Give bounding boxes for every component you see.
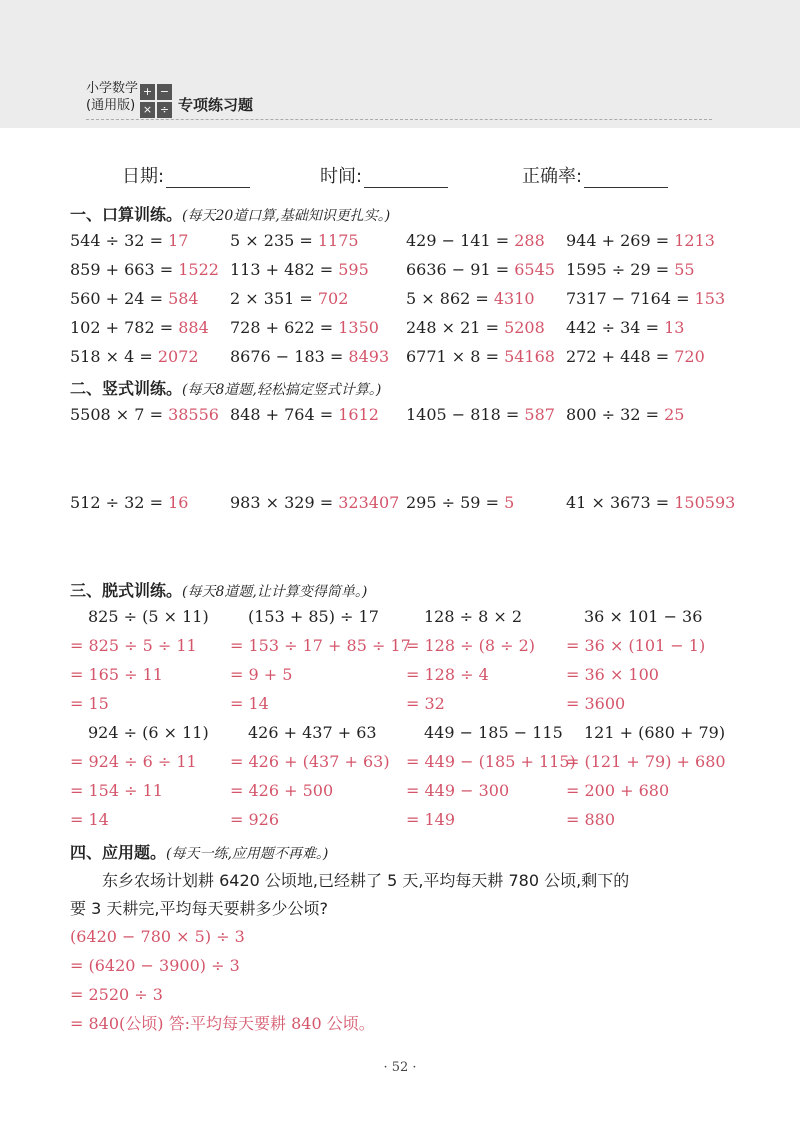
solution-step: = 32: [406, 694, 445, 713]
solution-step: = 14: [70, 810, 109, 829]
section1-item: [70, 344, 199, 370]
solution-step: = 15: [70, 694, 109, 713]
answer: 2072: [157, 347, 199, 366]
expression: 2 × 351 =: [230, 289, 318, 308]
minus-icon: −: [157, 84, 172, 100]
word-problem-line2: 要 3 天耕完,平均每天要耕多少公顷?: [70, 899, 328, 918]
section2-item: [566, 402, 684, 428]
expression: 5 × 862 =: [406, 289, 494, 308]
solution-step: = 825 ÷ 5 ÷ 11: [70, 636, 197, 655]
answer: 55: [674, 260, 695, 279]
section1-item: [566, 257, 695, 283]
expression: 7317 − 7164 =: [566, 289, 695, 308]
answer: 17: [168, 231, 189, 250]
section2-item: [406, 490, 514, 516]
section1-item: [70, 228, 188, 254]
accuracy-blank: [584, 169, 668, 188]
section1-item: [406, 228, 545, 254]
answer: 1350: [338, 318, 379, 337]
section1-item: [230, 315, 379, 341]
section2-item: [406, 402, 555, 428]
accuracy-field: [522, 162, 668, 188]
section3-line: [70, 749, 750, 775]
answer: 1175: [317, 231, 359, 250]
solution-step: = 449 − 300: [406, 781, 510, 800]
expression: 825 ÷ (5 × 11): [88, 607, 209, 626]
answer: 720: [674, 347, 705, 366]
answer: 150593: [674, 493, 736, 512]
answer: 595: [338, 260, 369, 279]
section1-item: [406, 315, 545, 341]
expression: 859 + 663 =: [70, 260, 179, 279]
expression: 728 + 622 =: [230, 318, 339, 337]
solution-step: = 14: [230, 694, 269, 713]
section3-line: [70, 662, 750, 688]
section2-item: [70, 490, 188, 516]
expression: 512 ÷ 32 =: [70, 493, 169, 512]
expression: 8676 − 183 =: [230, 347, 349, 366]
section1-item: [230, 257, 369, 283]
time-field: [320, 162, 448, 188]
expression: 544 ÷ 32 =: [70, 231, 169, 250]
section2-item: [566, 490, 735, 516]
section1-note: (每天20道口算,基础知识更扎实。): [182, 208, 391, 224]
time-blank: [364, 169, 448, 188]
expression: 449 − 185 − 115: [424, 723, 563, 742]
expression: 6636 − 91 =: [406, 260, 515, 279]
expression: 518 × 4 =: [70, 347, 158, 366]
solution-step: = 2520 ÷ 3: [70, 985, 163, 1004]
expression: 128 ÷ 8 × 2: [424, 607, 523, 626]
answer: 54168: [504, 347, 555, 366]
solution-step: = 926: [230, 810, 280, 829]
section1-item: [230, 228, 359, 254]
section1-title: 一、口算训练。: [70, 205, 183, 224]
answer: 25: [664, 405, 685, 424]
header-divider: [86, 119, 712, 120]
expression: 121 + (680 + 79): [584, 723, 726, 742]
answer: 4310: [493, 289, 535, 308]
word-problem-line1: 东乡农场计划耕 6420 公顷地,已经耕了 5 天,平均每天耕 780 公顷,剩下的: [102, 871, 630, 890]
section1-row: [70, 257, 750, 283]
section1-row: [70, 344, 750, 370]
expression: 944 + 269 =: [566, 231, 675, 250]
solution-step: = 153 ÷ 17 + 85 ÷ 17: [230, 636, 411, 655]
section2-row: [70, 402, 750, 428]
expression: (153 + 85) ÷ 17: [248, 607, 379, 626]
page-number: · 52 ·: [383, 1060, 417, 1075]
answer: 587: [524, 405, 555, 424]
solution-step: = 128 ÷ (8 ÷ 2): [406, 636, 536, 655]
section3-heading: [70, 578, 367, 601]
section4-heading: [70, 840, 328, 863]
section2-item: [230, 490, 399, 516]
section1-item: [566, 286, 725, 312]
section1-item: [70, 257, 219, 283]
answer: 584: [168, 289, 199, 308]
solution-step: = 149: [406, 810, 456, 829]
time-label: 时间:: [320, 166, 363, 187]
section3-line: [70, 720, 750, 746]
section1-item: [566, 228, 715, 254]
expression: 800 ÷ 32 =: [566, 405, 665, 424]
section1-item: [406, 286, 535, 312]
section2-item: [230, 402, 379, 428]
operator-icons: [140, 84, 172, 118]
expression: 1405 − 818 =: [406, 405, 525, 424]
section1-item: [566, 344, 705, 370]
solution-step: = (121 + 79) + 680: [566, 752, 726, 771]
expression: 848 + 764 =: [230, 405, 339, 424]
answer: 702: [317, 289, 349, 308]
answer: 13: [664, 318, 685, 337]
expression: 924 ÷ (6 × 11): [88, 723, 209, 742]
section2-heading: [70, 376, 381, 399]
section1-item: [566, 315, 684, 341]
expression: 429 − 141 =: [406, 231, 515, 250]
answer: 38556: [168, 405, 219, 424]
solution-step: = 9 + 5: [230, 665, 293, 684]
section1-item: [406, 344, 555, 370]
expression: 1595 ÷ 29 =: [566, 260, 675, 279]
answer: 288: [514, 231, 545, 250]
section2-row: [70, 490, 750, 516]
section3-line: [70, 604, 750, 630]
expression: 983 × 329 =: [230, 493, 339, 512]
answer: 884: [178, 318, 209, 337]
expression: 5508 × 7 =: [70, 405, 169, 424]
solution-step: = 3600: [566, 694, 626, 713]
divide-icon: ÷: [157, 102, 172, 118]
solution-step: = 449 − (185 + 115): [406, 752, 576, 771]
expression: 102 + 782 =: [70, 318, 179, 337]
expression: 113 + 482 =: [230, 260, 339, 279]
expression: 5 × 235 =: [230, 231, 318, 250]
section1-item: [406, 257, 555, 283]
solution-step: = (6420 − 3900) ÷ 3: [70, 956, 240, 975]
expression: 295 ÷ 59 =: [406, 493, 505, 512]
accuracy-label: 正确率:: [522, 166, 583, 187]
answer: 5208: [504, 318, 545, 337]
solution-step: = 165 ÷ 11: [70, 665, 163, 684]
book-title-line2: (通用版): [86, 98, 136, 113]
section2-item: [70, 402, 219, 428]
solution-step: = 128 ÷ 4: [406, 665, 489, 684]
expression: 36 × 101 − 36: [584, 607, 703, 626]
section3-line: [70, 633, 750, 659]
solution-step: = 426 + 500: [230, 781, 334, 800]
answer: 16: [168, 493, 189, 512]
section1-row: [70, 315, 750, 341]
section1-item: [70, 315, 209, 341]
expression: 442 ÷ 34 =: [566, 318, 665, 337]
section3-note: (每天8道题,让计算变得简单。): [182, 584, 368, 600]
date-label: 日期:: [122, 166, 165, 187]
expression: 6771 × 8 =: [406, 347, 505, 366]
answer: 1612: [338, 405, 379, 424]
book-title-line1: 小学数学: [86, 81, 139, 96]
page-title: 专项练习题: [178, 96, 254, 114]
section4-note: (每天一练,应用题不再难。): [166, 846, 329, 862]
date-field: [122, 162, 250, 188]
solution-step: = 880: [566, 810, 616, 829]
solution-step: = 924 ÷ 6 ÷ 11: [70, 752, 197, 771]
expression: 426 + 437 + 63: [248, 723, 377, 742]
section1-heading: [70, 202, 390, 225]
answer: 5: [504, 493, 515, 512]
expression: 248 × 21 =: [406, 318, 505, 337]
section1-item: [70, 286, 199, 312]
answer: 1522: [178, 260, 219, 279]
plus-icon: +: [140, 84, 155, 100]
solution-step: (6420 − 780 × 5) ÷ 3: [70, 927, 245, 946]
expression: 560 + 24 =: [70, 289, 169, 308]
section3-line: [70, 778, 750, 804]
solution-step: = 200 + 680: [566, 781, 670, 800]
answer: 1213: [674, 231, 715, 250]
book-title: [86, 80, 138, 114]
expression: 41 × 3673 =: [566, 493, 675, 512]
section1-item: [230, 286, 348, 312]
section3-line: [70, 807, 750, 833]
section4-title: 四、应用题。: [70, 843, 167, 862]
section1-row: [70, 286, 750, 312]
answer: 8493: [348, 347, 390, 366]
solution-step: = 426 + (437 + 63): [230, 752, 390, 771]
answer: 6545: [514, 260, 555, 279]
solution-answer: = 840(公顷) 答:平均每天要耕 840 公顷。: [70, 1014, 375, 1033]
times-icon: ×: [140, 102, 155, 118]
section1-row: [70, 228, 750, 254]
section1-item: [230, 344, 389, 370]
solution-step: = 36 × (101 − 1): [566, 636, 706, 655]
date-blank: [166, 169, 250, 188]
solution-step: = 36 × 100: [566, 665, 659, 684]
section2-title: 二、竖式训练。: [70, 379, 183, 398]
section3-title: 三、脱式训练。: [70, 581, 183, 600]
answer: 153: [694, 289, 726, 308]
answer: 323407: [338, 493, 400, 512]
section3-line: [70, 691, 750, 717]
solution-step: = 154 ÷ 11: [70, 781, 163, 800]
expression: 272 + 448 =: [566, 347, 675, 366]
section2-note: (每天8道题,轻松搞定竖式计算。): [182, 382, 382, 398]
